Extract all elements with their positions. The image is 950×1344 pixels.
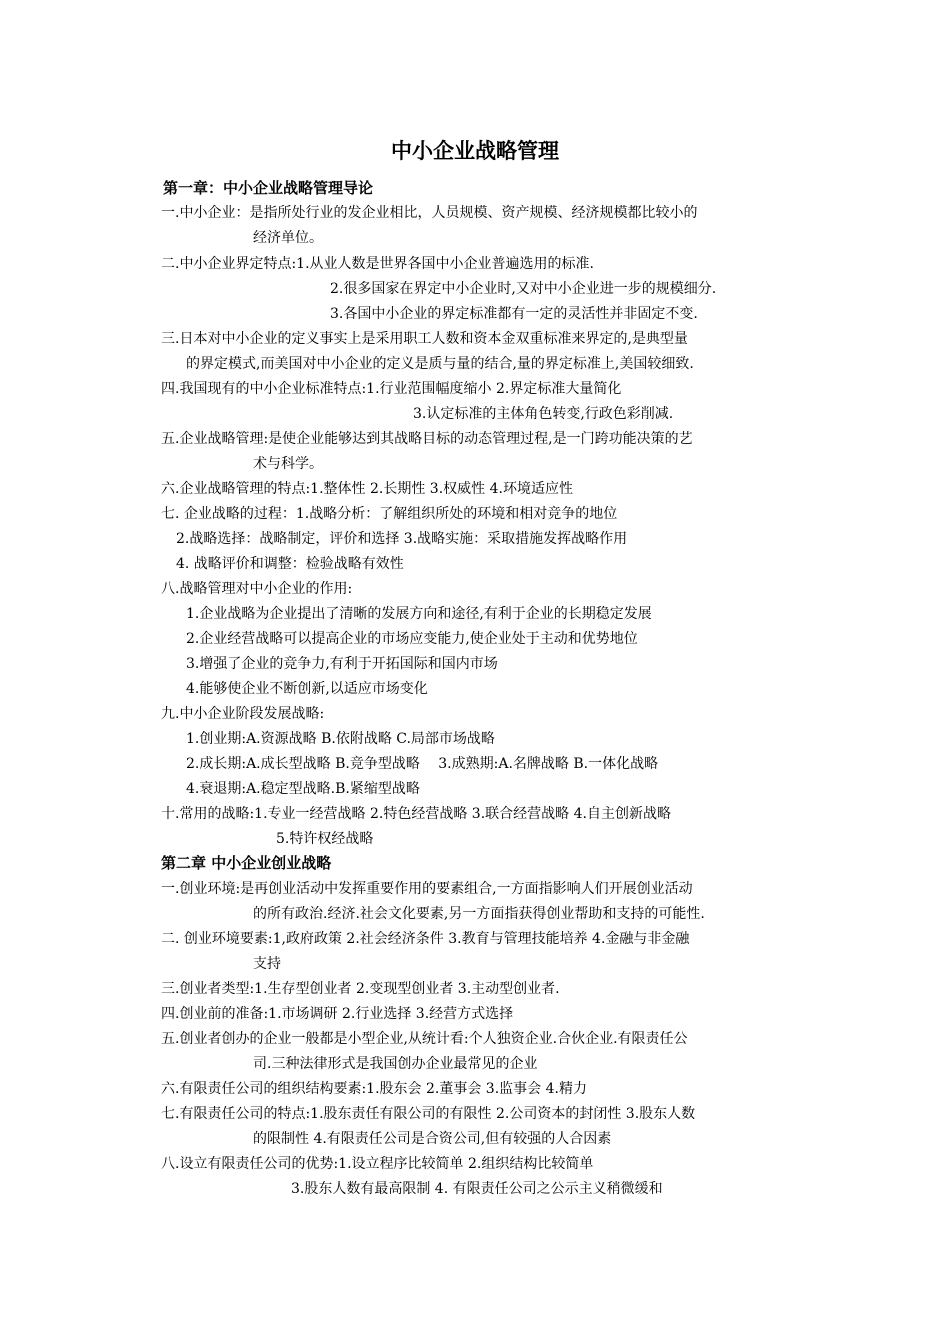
chapter-2-heading: 第二章 中小企业创业战略: [161, 854, 332, 872]
ch1-line-12: 六.企业战略管理的特点:1.整体性 2.长期性 3.权威性 4.环境适应性: [161, 481, 573, 497]
ch1-line-1: 一.中小企业：是指所处行业的发企业相比，人员规模、资产规模、经济规模都比较小的: [161, 205, 698, 221]
ch1-line-13: 七. 企业战略的过程：1.战略分析：了解组织所处的环境和相对竞争的地位: [161, 506, 618, 522]
chapter-1-heading: 第一章：中小企业战略管理导论: [163, 179, 374, 197]
ch1-line-2: 经济单位。: [253, 230, 323, 246]
ch2-line-6: 四.创业前的准备:1.市场调研 2.行业选择 3.经营方式选择: [161, 1006, 514, 1022]
ch2-line-11: 的限制性 4.有限责任公司是合资公司,但有较强的人合因素: [253, 1131, 612, 1147]
ch2-line-5: 三.创业者类型:1.生存型创业者 2.变现型创业者 3.主动型创业者.: [161, 981, 560, 997]
ch2-line-4: 支持: [253, 956, 281, 972]
ch1-line-19: 3.增强了企业的竞争力,有利于开拓国际和国内市场: [186, 656, 498, 672]
ch1-line-11: 术与科学。: [253, 456, 323, 472]
ch2-line-7: 五.创业者创办的企业一般都是小型企业,从统计看:个人独资企业.合伙企业.有限责任公: [161, 1031, 688, 1047]
ch2-line-9: 六.有限责任公司的组织结构要素:1.股东会 2.董事会 3.监事会 4.精力: [161, 1081, 587, 1097]
ch1-line-10: 五.企业战略管理:是使企业能够达到其战略目标的动态管理过程,是一门跨功能决策的艺: [161, 431, 693, 447]
ch2-line-13: 3.股东人数有最高限制 4. 有限责任公司之公示主义稍微缓和: [291, 1181, 663, 1197]
ch1-line-4: 2.很多国家在界定中小企业时,又对中小企业进一步的规模细分.: [330, 281, 717, 297]
ch1-line-17: 1.企业战略为企业提出了清晰的发展方向和途径,有利于企业的长期稳定发展: [186, 606, 652, 622]
ch1-line-18: 2.企业经营战略可以提高企业的市场应变能力,使企业处于主动和优势地位: [186, 631, 638, 647]
ch2-line-12: 八.设立有限责任公司的优势:1.设立程序比较简单 2.组织结构比较简单: [161, 1156, 594, 1172]
ch2-line-3: 二. 创业环境要素:1,政府政策 2.社会经济条件 3.教育与管理技能培养 4.金融与非金融: [161, 931, 690, 947]
ch1-line-25: 十.常用的战略:1.专业一经营战略 2.特色经营战略 3.联合经营战略 4.自主创新战略: [161, 806, 671, 822]
ch1-line-24: 4.衰退期:A.稳定型战略.B.紧缩型战略: [186, 781, 420, 797]
ch1-line-8: 四.我国现有的中小企业标准特点:1.行业范围幅度缩小 2.界定标准大量简化: [161, 381, 622, 397]
ch1-line-26: 5.特许权经战略: [276, 831, 374, 847]
ch1-line-5: 3.各国中小企业的界定标准都有一定的灵活性并非固定不变.: [330, 306, 698, 322]
ch2-line-1: 一.创业环境:是再创业活动中发挥重要作用的要素组合,一方面指影响人们开展创业活动: [161, 881, 693, 897]
ch1-line-20: 4.能够使企业不断创新,以适应市场变化: [186, 681, 428, 697]
ch1-line-15: 4. 战略评价和调整：检验战略有效性: [176, 556, 404, 572]
ch2-line-2: 的所有政治.经济.社会文化要素,另一方面指获得创业帮助和支持的可能性.: [253, 906, 705, 922]
document-title: 中小企业战略管理: [391, 139, 559, 163]
ch2-line-10: 七.有限责任公司的特点:1.股东责任有限公司的有限性 2.公司资本的封闭性 3.股东人数: [161, 1106, 696, 1122]
ch1-line-9: 3.认定标准的主体角色转变,行政色彩削减.: [413, 406, 674, 422]
ch1-line-7: 的界定模式,而美国对中小企业的定义是质与量的结合,量的界定标准上,美国较细致.: [186, 356, 694, 372]
ch1-line-16: 八.战略管理对中小企业的作用:: [161, 581, 353, 597]
ch1-line-21: 九.中小企业阶段发展战略:: [161, 706, 325, 722]
ch1-line-22: 1.创业期:A.资源战略 B.依附战略 C.局部市场战略: [186, 731, 495, 747]
ch1-line-23: 2.成长期:A.成长型战略 B.竞争型战略 3.成熟期:A.名牌战略 B.一体化战略: [186, 756, 659, 772]
ch1-line-3: 二.中小企业界定特点:1.从业人数是世界各国中小企业普遍选用的标准.: [161, 256, 594, 272]
ch1-line-14: 2.战略选择：战略制定，评价和选择 3.战略实施：采取措施发挥战略作用: [176, 531, 628, 547]
ch2-line-8: 司.三种法律形式是我国创办企业最常见的企业: [253, 1056, 538, 1072]
ch1-line-6: 三.日本对中小企业的定义事实上是采用职工人数和资本金双重标准来界定的,是典型量: [161, 331, 688, 347]
